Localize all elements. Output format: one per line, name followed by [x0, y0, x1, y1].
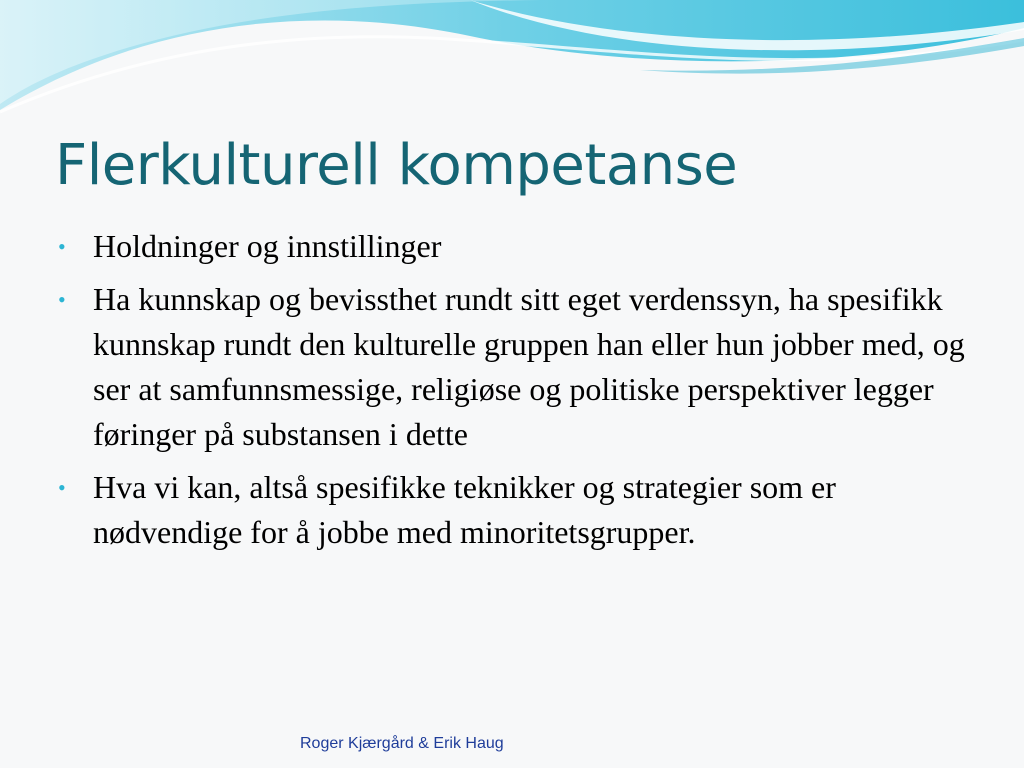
- bullet-text: Hva vi kan, altså spesifikke teknikker og strategier som er nødvendige for å jobbe med minoritetsgrupper.: [93, 469, 836, 550]
- footer-authors: Roger Kjærgård & Erik Haug: [300, 735, 504, 752]
- bullet-icon: •: [58, 287, 66, 312]
- slide-title: Flerkulturell kompetanse: [55, 133, 738, 198]
- bullet-text: Holdninger og innstillinger: [93, 228, 442, 264]
- bullet-item: [58, 224, 978, 269]
- bullet-icon: •: [58, 475, 66, 500]
- header-wave-decoration: [0, 0, 1024, 130]
- bullet-item: [58, 465, 978, 555]
- bullet-icon: •: [58, 234, 66, 259]
- bullet-item: [58, 277, 978, 457]
- bullet-text: Ha kunnskap og bevissthet rundt sitt eget verdenssyn, ha spesifikk kunnskap rundt den kulturelle gruppen han eller hun jobber med, og ser at samfunnsmessige, religiøse og politiske perspektiver legger føringer på substansen i dette: [93, 281, 965, 452]
- bullet-list: [58, 224, 978, 563]
